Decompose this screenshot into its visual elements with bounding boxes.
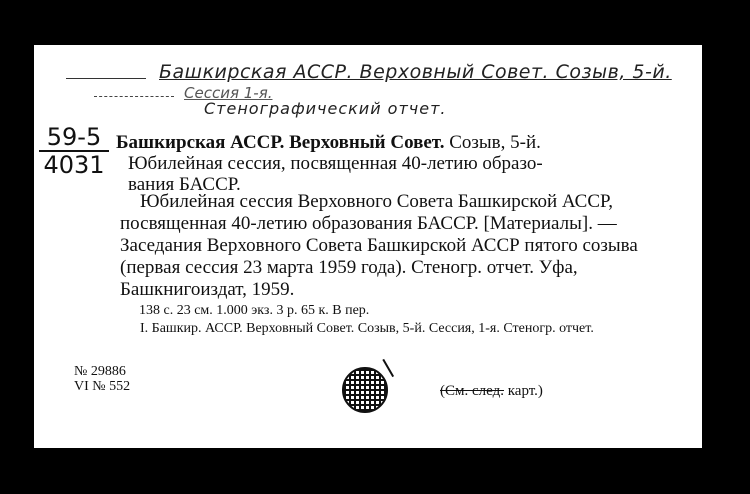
pencil-stroke <box>94 96 174 97</box>
scan-border-top <box>0 0 750 46</box>
accession-number-1: № 29886 <box>74 364 126 379</box>
accession-number-2: VI № 552 <box>74 379 131 394</box>
cross-reference <box>440 383 543 400</box>
main-entry <box>116 132 686 195</box>
shelf-mark <box>38 124 110 178</box>
entry-heading-bold: Башкирская АССР. Верховный Совет. <box>116 132 445 153</box>
shelf-mark-top: 59-5 <box>46 123 102 151</box>
accession-numbers <box>74 364 130 394</box>
scan-border-right <box>702 0 750 494</box>
catalog-card <box>34 45 702 448</box>
shelf-mark-bottom: 4031 <box>43 151 105 179</box>
pencil-stroke <box>66 78 146 79</box>
description <box>120 191 690 301</box>
tracing-text: I. Башкир. АССР. Верховный Совет. Созыв, 5-й. Сессия, 1-я. Стеногр. отчет. <box>140 321 594 336</box>
scan-artifact <box>28 458 44 478</box>
entry-heading-rest: Созыв, 5-й. <box>444 132 541 153</box>
cross-reference-rest: карт.) <box>503 383 543 399</box>
entry-line-3: вания БАССР. <box>128 174 241 195</box>
handwritten-report: Стенографический отчет. <box>204 99 447 118</box>
cross-reference-struck: (См. след. <box>440 383 504 399</box>
handwritten-session: Сессия 1-я. <box>184 84 273 102</box>
handwritten-heading: Башкирская АССР. Верховный Совет. Созыв, 5-й. <box>159 61 672 83</box>
collation: 138 с. 23 см. 1.000 экз. 3 р. 65 к. В пер. <box>139 303 370 318</box>
tracing <box>120 320 690 337</box>
description-text: Юбилейная сессия Верховного Совета Башкирской АССР, посвященная 40-летию образования БАССР. [Материалы]. — Заседания Верховного Совета Башкирской АССР пятого созыва (первая сессия 23 марта 1959 года). Стеногр. отчет. Уфа, Башкнигоиздат, 1959. <box>120 191 638 300</box>
scan-border-bottom <box>0 448 750 494</box>
entry-line-2: Юбилейная сессия, посвященная 40-летию образо- <box>128 153 543 174</box>
